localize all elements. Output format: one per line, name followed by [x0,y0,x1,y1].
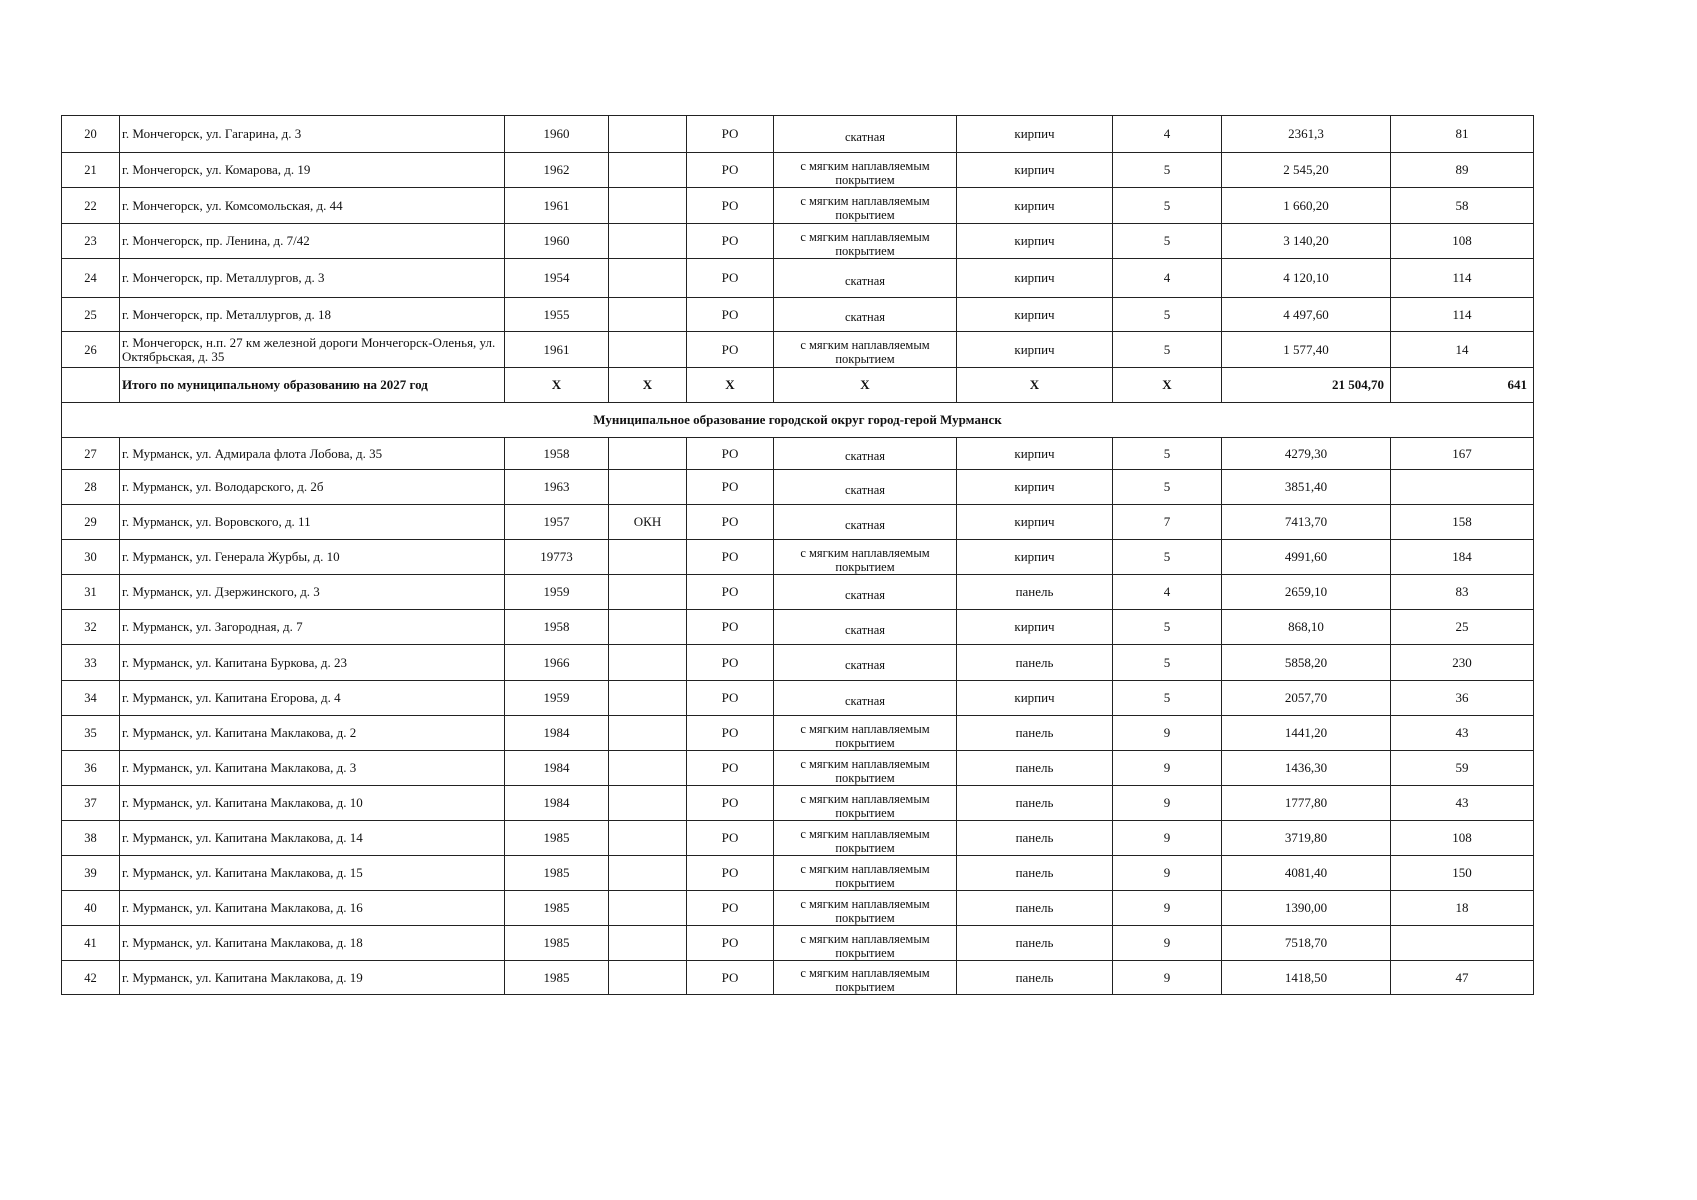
row-okn [609,856,687,891]
row-year: 1984 [505,716,609,751]
row-floors: 5 [1113,470,1222,505]
row-roof: скатная [774,116,957,153]
row-number: 38 [62,821,120,856]
row-area: 1436,30 [1222,751,1391,786]
row-ro: РО [687,470,774,505]
section-title: Муниципальное образование городской округ город-герой Мурманск [62,403,1534,438]
row-area: 3719,80 [1222,821,1391,856]
row-residents: 14 [1391,332,1534,368]
row-area: 4991,60 [1222,540,1391,575]
row-area: 2659,10 [1222,575,1391,610]
row-floors: 9 [1113,926,1222,961]
row-ro: РО [687,856,774,891]
row-ro: РО [687,961,774,995]
table-row [62,259,1534,298]
row-number: 34 [62,681,120,716]
row-address: г. Мончегорск, ул. Гагарина, д. 3 [120,116,505,153]
row-walls: панель [957,645,1113,681]
row-area: 1441,20 [1222,716,1391,751]
row-area: 1777,80 [1222,786,1391,821]
row-area: 4 120,10 [1222,259,1391,298]
row-walls: панель [957,575,1113,610]
row-address: г. Мурманск, ул. Капитана Маклакова, д. 16 [120,891,505,926]
table-row [62,470,1534,505]
row-area: 4279,30 [1222,438,1391,470]
row-area: 4081,40 [1222,856,1391,891]
table-row [62,751,1534,786]
row-number: 23 [62,224,120,259]
row-ro: РО [687,891,774,926]
row-residents: 83 [1391,575,1534,610]
row-address: г. Мурманск, ул. Генерала Журбы, д. 10 [120,540,505,575]
table-row [62,926,1534,961]
row-address: г. Мурманск, ул. Капитана Егорова, д. 4 [120,681,505,716]
row-roof: скатная [774,681,957,716]
row-address: г. Мурманск, ул. Капитана Маклакова, д. 3 [120,751,505,786]
table-row [62,856,1534,891]
row-residents: 89 [1391,153,1534,188]
row-residents: 81 [1391,116,1534,153]
row-okn [609,470,687,505]
row-address: г. Мурманск, ул. Капитана Маклакова, д. 14 [120,821,505,856]
row-address: г. Мончегорск, пр. Ленина, д. 7/42 [120,224,505,259]
row-area: 868,10 [1222,610,1391,645]
row-area: 4 497,60 [1222,298,1391,332]
table-row [62,891,1534,926]
row-okn [609,575,687,610]
row-residents: 150 [1391,856,1534,891]
row-floors: 5 [1113,610,1222,645]
row-ro: РО [687,224,774,259]
row-number: 39 [62,856,120,891]
row-roof: скатная [774,575,957,610]
row-ro: РО [687,681,774,716]
row-floors: 4 [1113,116,1222,153]
row-area: 2361,3 [1222,116,1391,153]
row-year: 1984 [505,786,609,821]
row-roof: с мягким наплавляемым покрытием [774,751,957,786]
row-okn [609,116,687,153]
row-walls: панель [957,716,1113,751]
row-area: 2 545,20 [1222,153,1391,188]
row-year: 1961 [505,332,609,368]
row-number: 26 [62,332,120,368]
row-address: г. Мурманск, ул. Капитана Буркова, д. 23 [120,645,505,681]
row-residents: 25 [1391,610,1534,645]
total-walls: Х [957,368,1113,403]
row-okn [609,332,687,368]
row-walls: кирпич [957,116,1113,153]
row-okn: ОКН [609,505,687,540]
row-residents: 47 [1391,961,1534,995]
row-roof: с мягким наплавляемым покрытием [774,188,957,224]
row-okn [609,153,687,188]
row-ro: РО [687,153,774,188]
row-year: 1985 [505,926,609,961]
row-ro: РО [687,786,774,821]
row-okn [609,298,687,332]
row-year: 1966 [505,645,609,681]
row-okn [609,681,687,716]
row-walls: кирпич [957,540,1113,575]
row-address: г. Мончегорск, пр. Металлургов, д. 18 [120,298,505,332]
row-residents: 58 [1391,188,1534,224]
row-year: 1954 [505,259,609,298]
row-residents: 158 [1391,505,1534,540]
row-address: г. Мурманск, ул. Дзержинского, д. 3 [120,575,505,610]
row-walls: панель [957,751,1113,786]
row-address: г. Мурманск, ул. Воровского, д. 11 [120,505,505,540]
row-walls: кирпич [957,188,1113,224]
row-ro: РО [687,610,774,645]
housing-table [61,115,1534,995]
row-floors: 9 [1113,821,1222,856]
row-walls: панель [957,891,1113,926]
row-roof: с мягким наплавляемым покрытием [774,891,957,926]
row-floors: 7 [1113,505,1222,540]
row-ro: РО [687,298,774,332]
row-residents: 59 [1391,751,1534,786]
row-roof: с мягким наплавляемым покрытием [774,961,957,995]
row-okn [609,821,687,856]
row-year: 1985 [505,821,609,856]
row-address: г. Мурманск, ул. Капитана Маклакова, д. 19 [120,961,505,995]
table-row [62,505,1534,540]
table-row [62,153,1534,188]
row-address: г. Мончегорск, пр. Металлургов, д. 3 [120,259,505,298]
row-ro: РО [687,575,774,610]
row-residents: 108 [1391,224,1534,259]
row-okn [609,259,687,298]
total-number-cell [62,368,120,403]
row-floors: 9 [1113,716,1222,751]
row-residents: 43 [1391,786,1534,821]
row-area: 2057,70 [1222,681,1391,716]
row-okn [609,224,687,259]
row-floors: 9 [1113,751,1222,786]
row-number: 21 [62,153,120,188]
row-walls: панель [957,821,1113,856]
row-walls: кирпич [957,224,1113,259]
row-number: 24 [62,259,120,298]
row-walls: кирпич [957,470,1113,505]
row-okn [609,751,687,786]
row-roof: скатная [774,610,957,645]
row-roof: с мягким наплавляемым покрытием [774,856,957,891]
row-number: 36 [62,751,120,786]
total-year: Х [505,368,609,403]
table-row [62,716,1534,751]
row-year: 1958 [505,438,609,470]
row-year: 1985 [505,856,609,891]
row-okn [609,438,687,470]
row-okn [609,786,687,821]
total-roof: Х [774,368,957,403]
table-row [62,575,1534,610]
row-year: 1960 [505,224,609,259]
row-walls: кирпич [957,259,1113,298]
row-number: 27 [62,438,120,470]
row-roof: с мягким наплавляемым покрытием [774,926,957,961]
row-address: г. Мурманск, ул. Капитана Маклакова, д. 15 [120,856,505,891]
row-roof: с мягким наплавляемым покрытием [774,821,957,856]
row-year: 1958 [505,610,609,645]
row-roof: скатная [774,470,957,505]
row-residents: 108 [1391,821,1534,856]
row-residents [1391,926,1534,961]
total-area: 21 504,70 [1222,368,1391,403]
row-ro: РО [687,716,774,751]
row-residents: 167 [1391,438,1534,470]
row-okn [609,891,687,926]
row-number: 30 [62,540,120,575]
row-number: 41 [62,926,120,961]
row-address: г. Мончегорск, ул. Комсомольская, д. 44 [120,188,505,224]
row-walls: панель [957,786,1113,821]
row-roof: скатная [774,645,957,681]
row-residents: 114 [1391,259,1534,298]
row-floors: 4 [1113,259,1222,298]
table-row [62,961,1534,995]
row-floors: 9 [1113,856,1222,891]
row-floors: 5 [1113,224,1222,259]
row-area: 5858,20 [1222,645,1391,681]
row-year: 1984 [505,751,609,786]
row-okn [609,645,687,681]
row-ro: РО [687,259,774,298]
row-number: 22 [62,188,120,224]
row-number: 33 [62,645,120,681]
table-row [62,610,1534,645]
row-number: 40 [62,891,120,926]
row-floors: 5 [1113,645,1222,681]
table-row [62,332,1534,368]
row-number: 31 [62,575,120,610]
row-number: 35 [62,716,120,751]
table-row [62,540,1534,575]
total-row [62,368,1534,403]
row-okn [609,610,687,645]
total-label: Итого по муниципальному образованию на 2027 год [120,368,505,403]
row-walls: кирпич [957,332,1113,368]
row-area: 7518,70 [1222,926,1391,961]
row-number: 29 [62,505,120,540]
row-floors: 9 [1113,961,1222,995]
table-row [62,116,1534,153]
row-roof: скатная [774,298,957,332]
table-row [62,645,1534,681]
row-roof: с мягким наплавляемым покрытием [774,716,957,751]
row-floors: 5 [1113,298,1222,332]
row-floors: 5 [1113,332,1222,368]
row-walls: кирпич [957,681,1113,716]
row-okn [609,540,687,575]
row-number: 42 [62,961,120,995]
row-ro: РО [687,116,774,153]
row-number: 20 [62,116,120,153]
row-okn [609,926,687,961]
row-floors: 5 [1113,153,1222,188]
row-residents: 114 [1391,298,1534,332]
row-floors: 5 [1113,681,1222,716]
row-walls: панель [957,961,1113,995]
row-address: г. Мурманск, ул. Капитана Маклакова, д. 18 [120,926,505,961]
row-roof: скатная [774,438,957,470]
row-walls: панель [957,856,1113,891]
row-area: 1 660,20 [1222,188,1391,224]
row-residents: 36 [1391,681,1534,716]
row-roof: с мягким наплавляемым покрытием [774,332,957,368]
row-year: 1959 [505,681,609,716]
row-area: 1 577,40 [1222,332,1391,368]
row-walls: кирпич [957,505,1113,540]
table-row [62,786,1534,821]
row-year: 1959 [505,575,609,610]
row-roof: с мягким наплавляемым покрытием [774,153,957,188]
row-walls: панель [957,926,1113,961]
row-residents: 43 [1391,716,1534,751]
row-year: 1960 [505,116,609,153]
row-year: 1961 [505,188,609,224]
row-roof: с мягким наплавляемым покрытием [774,224,957,259]
row-walls: кирпич [957,610,1113,645]
table-row [62,438,1534,470]
row-ro: РО [687,438,774,470]
row-floors: 9 [1113,786,1222,821]
row-year: 1985 [505,961,609,995]
row-floors: 5 [1113,188,1222,224]
row-walls: кирпич [957,298,1113,332]
row-okn [609,188,687,224]
row-area: 7413,70 [1222,505,1391,540]
row-area: 1390,00 [1222,891,1391,926]
row-address: г. Мончегорск, н.п. 27 км железной дороги Мончегорск-Оленья, ул. Октябрьская, д. 35 [120,332,505,368]
row-ro: РО [687,751,774,786]
table-row [62,298,1534,332]
row-number: 25 [62,298,120,332]
row-year: 1955 [505,298,609,332]
row-address: г. Мурманск, ул. Адмирала флота Лобова, д. 35 [120,438,505,470]
row-residents: 18 [1391,891,1534,926]
row-number: 37 [62,786,120,821]
row-area: 3851,40 [1222,470,1391,505]
row-number: 32 [62,610,120,645]
table-row [62,224,1534,259]
total-okn: Х [609,368,687,403]
row-year: 1962 [505,153,609,188]
row-roof: с мягким наплавляемым покрытием [774,540,957,575]
row-roof: скатная [774,259,957,298]
row-address: г. Мурманск, ул. Загородная, д. 7 [120,610,505,645]
row-ro: РО [687,540,774,575]
table-row [62,821,1534,856]
row-okn [609,716,687,751]
row-ro: РО [687,505,774,540]
table-body [62,116,1534,995]
total-floors: Х [1113,368,1222,403]
row-walls: кирпич [957,438,1113,470]
row-area: 1418,50 [1222,961,1391,995]
row-year: 1963 [505,470,609,505]
row-residents: 230 [1391,645,1534,681]
row-floors: 5 [1113,438,1222,470]
row-year: 1957 [505,505,609,540]
row-address: г. Мурманск, ул. Капитана Маклакова, д. 10 [120,786,505,821]
row-year: 19773 [505,540,609,575]
section-row [62,403,1534,438]
row-roof: скатная [774,505,957,540]
table-row [62,188,1534,224]
row-residents: 184 [1391,540,1534,575]
row-address: г. Мончегорск, ул. Комарова, д. 19 [120,153,505,188]
row-ro: РО [687,645,774,681]
row-floors: 5 [1113,540,1222,575]
row-okn [609,961,687,995]
row-ro: РО [687,188,774,224]
total-ro: Х [687,368,774,403]
row-year: 1985 [505,891,609,926]
row-roof: с мягким наплавляемым покрытием [774,786,957,821]
row-area: 3 140,20 [1222,224,1391,259]
row-number: 28 [62,470,120,505]
row-ro: РО [687,821,774,856]
row-walls: кирпич [957,153,1113,188]
total-residents: 641 [1391,368,1534,403]
row-residents [1391,470,1534,505]
row-address: г. Мурманск, ул. Володарского, д. 2б [120,470,505,505]
row-ro: РО [687,926,774,961]
row-floors: 9 [1113,891,1222,926]
row-floors: 4 [1113,575,1222,610]
row-ro: РО [687,332,774,368]
row-address: г. Мурманск, ул. Капитана Маклакова, д. 2 [120,716,505,751]
table-row [62,681,1534,716]
